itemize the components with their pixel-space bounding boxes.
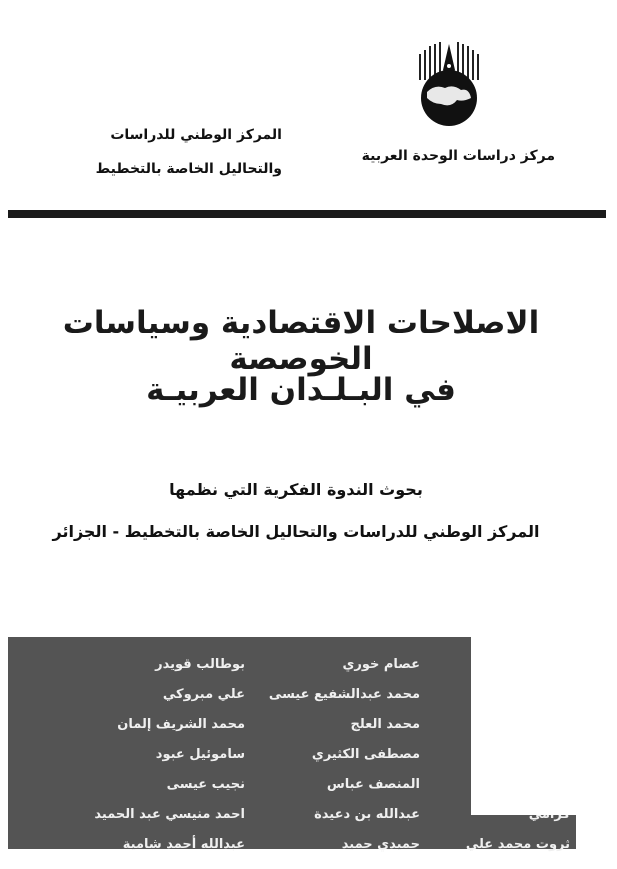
author-name: محمد العلج bbox=[350, 717, 420, 732]
co-publisher-line-1: المركز الوطني للدراسات bbox=[110, 127, 282, 143]
co-publisher-name bbox=[62, 118, 282, 186]
author-name: المنصف عباس bbox=[326, 777, 420, 792]
author-name: احمد منيسي عبد الحميد bbox=[94, 807, 245, 822]
author-name: ثروت محمد علي bbox=[465, 837, 570, 852]
author-name: محمد الشريف إلمان bbox=[117, 717, 245, 732]
author-name: عصام خوري bbox=[342, 657, 420, 672]
author-name: حميدي حميد bbox=[341, 837, 420, 852]
publisher-logo-icon bbox=[405, 40, 495, 130]
author-name: نجيب عيسى bbox=[166, 777, 245, 792]
book-title-line-2: في البـلـدان العربيـة bbox=[146, 372, 456, 408]
author-name: علي مبروكي bbox=[162, 687, 245, 702]
co-publisher-line-2: والتحاليل الخاصة بالتخطيط bbox=[95, 161, 282, 177]
author-name: بوطالب قويدر bbox=[155, 657, 245, 672]
author-name: ساموئيل عبود bbox=[155, 747, 245, 762]
subtitle-line-2: المركز الوطني للدراسات والتحاليل الخاصة بالتخطيط - الجزائر bbox=[52, 522, 540, 541]
book-title-line-1: الاصلاحات الاقتصادية وسياسات الخوصصة bbox=[62, 305, 540, 377]
header-divider bbox=[8, 210, 606, 218]
subtitle-line-1: بحوث الندوة الفكرية التي نظمها bbox=[169, 480, 423, 499]
author-name: عبدالله أحمد شامية bbox=[122, 837, 245, 852]
authors-column-2 bbox=[245, 650, 420, 860]
authors-column-3 bbox=[55, 650, 245, 860]
author-name: عبدالله بن دعيدة bbox=[314, 807, 420, 822]
label-sticker bbox=[471, 625, 577, 815]
author-name: محمد عبدالشفيع عيسى bbox=[268, 687, 420, 702]
publisher-name: مركز دراسات الوحدة العربية bbox=[361, 148, 555, 164]
author-name: مصطفى الكثيري bbox=[311, 747, 420, 762]
